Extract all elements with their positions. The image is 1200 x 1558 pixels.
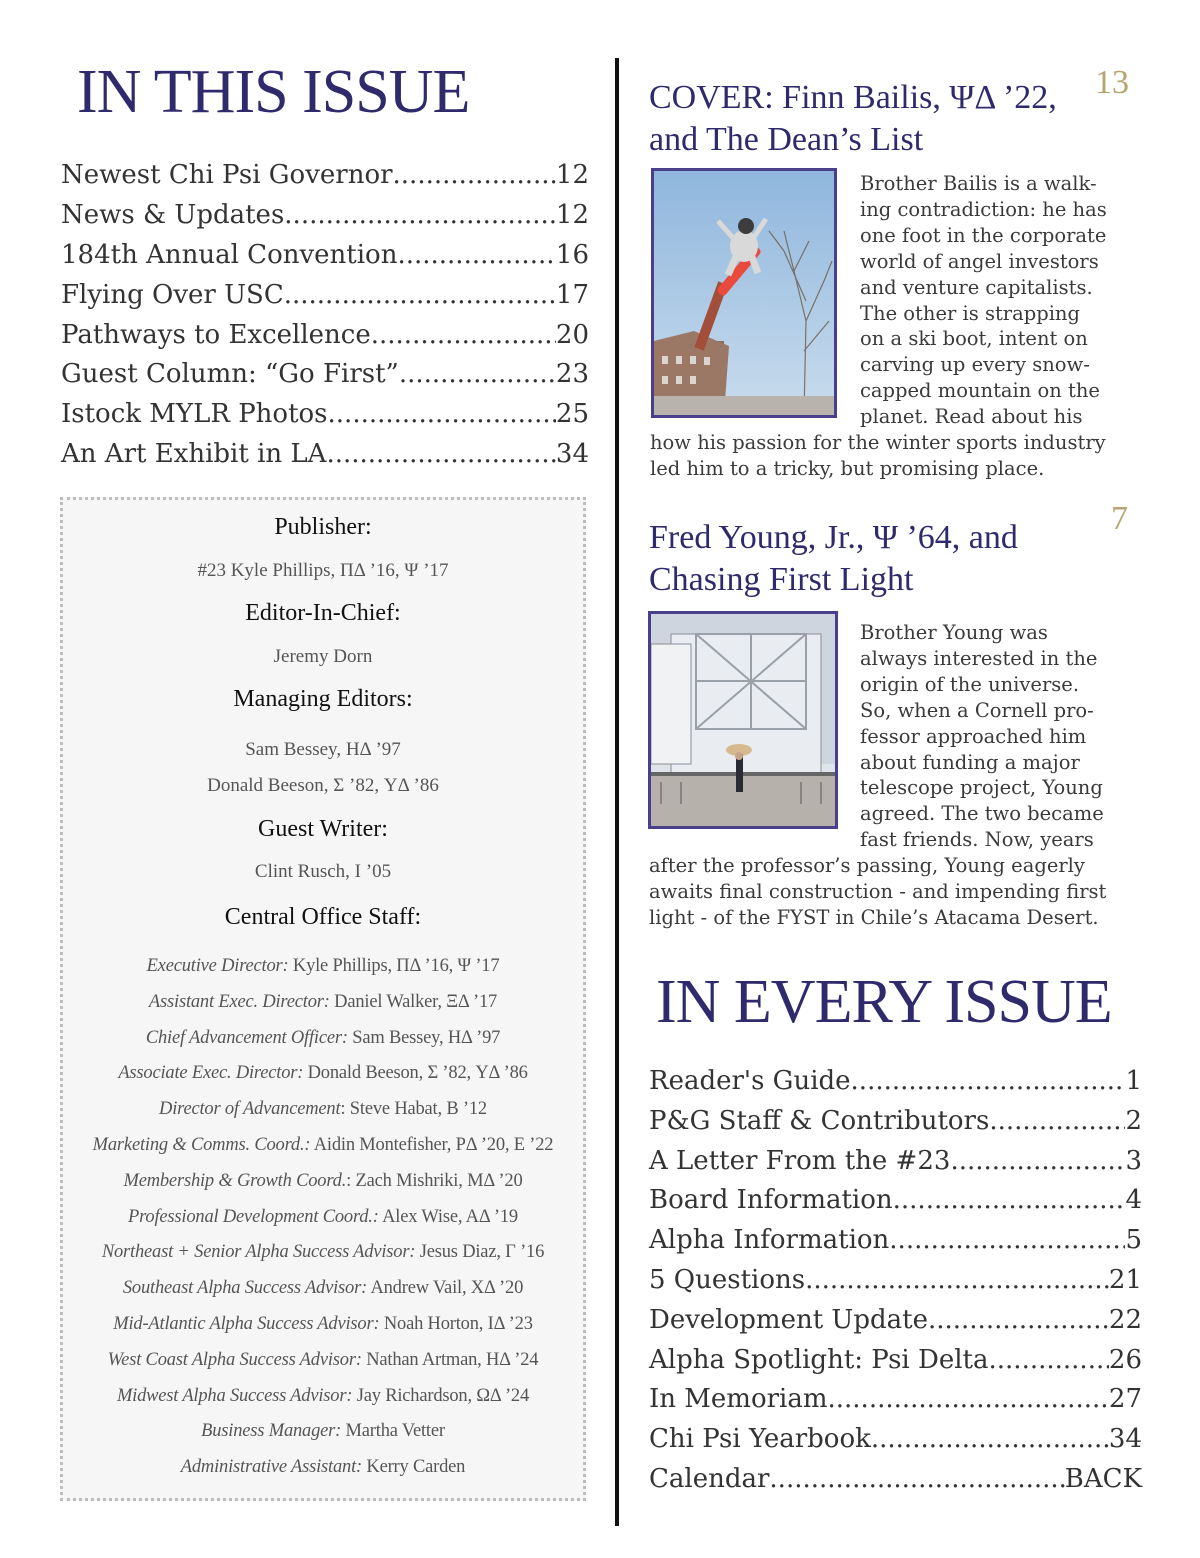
staff-title: Associate Exec. Director: [118, 1063, 304, 1084]
toc-left-item-page: 16 [555, 239, 589, 270]
staff-entry [63, 1028, 583, 1049]
toc-right-item-label: 5 Questions [649, 1264, 806, 1295]
staff-name: Sam Bessey, HΔ ’97 [347, 1027, 501, 1048]
leader-dots [893, 1181, 1126, 1221]
staff-name: Noah Horton, IΔ ’23 [379, 1314, 533, 1334]
toc-left-item-page: 12 [555, 160, 589, 190]
leader-dots [950, 1142, 1125, 1182]
toc-right-item-page: 3 [1125, 1145, 1142, 1176]
toc-right-item[interactable] [649, 1181, 1142, 1221]
toc-right-item-label: Alpha Spotlight: Psi Delta [649, 1344, 989, 1375]
leader-dots [928, 1301, 1109, 1341]
guest-writer-name: Clint Rusch, I ’05 [254, 861, 392, 882]
column-divider [615, 58, 619, 1526]
staff-name: Aidin Montefisher, PΔ ’20, E ’22 [310, 1135, 554, 1155]
toc-right-item-page: 22 [1108, 1304, 1142, 1335]
staff-entry [63, 1314, 583, 1335]
leader-dots [284, 196, 556, 236]
toc-right-item[interactable] [649, 1341, 1142, 1381]
staff-title: Administrative Assistant: [180, 1457, 362, 1478]
staff-entry [63, 1063, 583, 1084]
guest-writer-label: Guest Writer: [258, 816, 388, 842]
toc-left-item-page: 34 [555, 439, 589, 470]
telescope-article-title[interactable]: Fred Young, Jr., Ψ ’64, and Chasing First Light [649, 519, 1018, 598]
staff-title: Membership & Growth Coord. [123, 1170, 347, 1191]
in-every-issue-heading: IN EVERY ISSUE [656, 968, 1112, 1036]
staff-name: Donald Beeson, Σ ’82, YΔ ’86 [303, 1063, 528, 1084]
cover-article-body: Brother Bailis is a walk- ing contradiction: he has one foot in the corporate world of angel investors and venture capitalists. The other is strapping on a ski boot, intent on carving up every snow- capped mountain on the planet. Read about his [860, 172, 1107, 429]
editor-label: Editor-In-Chief: [245, 600, 401, 626]
staff-entry [63, 1099, 583, 1120]
toc-left-item-label: Newest Chi Psi Governor [61, 160, 393, 190]
telescope-photo [648, 611, 838, 829]
toc-left-item[interactable] [61, 236, 589, 276]
staff-title: Southeast Alpha Success Advisor: [122, 1278, 368, 1299]
toc-right-item-page: 5 [1125, 1225, 1142, 1256]
staff-name: Martha Vetter [341, 1421, 445, 1442]
toc-right-item-page: 34 [1108, 1424, 1142, 1455]
staff-title: Assistant Exec. Director: [148, 991, 330, 1012]
managing-editors-label: Managing Editors: [233, 686, 413, 712]
leader-dots [828, 1380, 1109, 1420]
staff-entry [63, 1457, 583, 1478]
toc-left-item-label: 184th Annual Convention [61, 239, 398, 270]
staff-entry [63, 1171, 583, 1192]
toc-right-item-page: BACK [1064, 1463, 1142, 1494]
toc-right-item-label: Chi Psi Yearbook [649, 1424, 871, 1455]
staff-title: Northeast + Senior Alpha Success Advisor: [101, 1242, 416, 1263]
toc-left-item-page: 20 [555, 319, 589, 350]
staff-name: Jay Richardson, ΩΔ ’24 [352, 1385, 530, 1406]
leader-dots [851, 1062, 1126, 1102]
toc-left-item-label: Pathways to Excellence [61, 319, 371, 350]
toc-right-item[interactable] [649, 1380, 1142, 1420]
toc-right-item-page: 2 [1125, 1105, 1142, 1136]
toc-right-item-label: Alpha Information [649, 1225, 890, 1256]
toc-left-item[interactable] [61, 395, 589, 435]
staff-entry [63, 1350, 583, 1371]
staff-title: Executive Director: [146, 956, 289, 976]
staff-name: : Zach Mishriki, MΔ ’20 [346, 1170, 523, 1191]
staff-title: Business Manager: [201, 1421, 342, 1442]
toc-left-item[interactable] [61, 276, 589, 316]
toc-left-item-page: 23 [555, 359, 589, 390]
managing-editor: Donald Beeson, Σ ’82, YΔ ’86 [207, 775, 439, 796]
toc-right-item-page: 1 [1125, 1066, 1142, 1096]
staff-name: Daniel Walker, ΞΔ ’17 [329, 991, 498, 1012]
toc-right-item[interactable] [649, 1460, 1142, 1500]
in-this-issue-toc [61, 156, 589, 475]
toc-right-item-page: 27 [1108, 1384, 1142, 1415]
staff-entry [63, 1207, 583, 1228]
staff-entry [63, 1278, 583, 1299]
leader-dots [326, 435, 555, 475]
toc-left-item[interactable] [61, 435, 589, 475]
skier-photo [651, 168, 837, 418]
toc-right-item-label: Development Update [649, 1304, 928, 1335]
toc-left-item-label: Flying Over USC [61, 279, 284, 310]
toc-right-item[interactable] [649, 1221, 1142, 1261]
toc-left-item-page: 17 [555, 279, 589, 310]
staff-title: Director of Advancement [159, 1099, 341, 1120]
staff-title: Mid-Atlantic Alpha Success Advisor: [113, 1314, 380, 1334]
cover-article-page: 13 [1095, 64, 1129, 101]
toc-right-item-page: 4 [1125, 1185, 1142, 1216]
toc-right-item-page: 21 [1108, 1264, 1142, 1295]
staff-title: Marketing & Comms. Coord.: [92, 1135, 311, 1155]
staff-entry [63, 1242, 583, 1263]
cover-article-body-cont: how his passion for the winter sports industry led him to a tricky, but promising place. [650, 431, 1106, 480]
toc-left-item[interactable] [61, 156, 589, 196]
staff-title: Midwest Alpha Success Advisor: [116, 1385, 353, 1406]
toc-right-item-label: P&G Staff & Contributors [649, 1105, 990, 1136]
managing-editor: Sam Bessey, HΔ ’97 [245, 739, 401, 760]
staff-entry [63, 1386, 583, 1407]
telescope-article-body: Brother Young was always interested in the origin of the universe. So, when a Cornell pro- fessor approached him about funding a major telescope project, Young agreed. The two became fast friends. Now, years [860, 621, 1104, 852]
toc-right-item[interactable] [649, 1261, 1142, 1301]
toc-left-item-page: 25 [555, 399, 589, 430]
leader-dots [399, 355, 556, 395]
toc-right-item[interactable] [649, 1142, 1142, 1182]
toc-right-item-label: Reader's Guide [649, 1066, 851, 1096]
toc-left-item-label: An Art Exhibit in LA [61, 439, 327, 470]
staff-name: Kerry Carden [361, 1457, 466, 1478]
staff-entry [63, 1421, 583, 1442]
leader-dots [328, 395, 556, 435]
staff-name: : Steve Habat, B ’12 [340, 1099, 487, 1120]
leader-dots [769, 1460, 1064, 1500]
in-every-issue-toc [649, 1062, 1142, 1500]
publisher-label: Publisher: [274, 514, 372, 540]
editor-name: Jeremy Dorn [273, 646, 373, 667]
staff-entry [63, 1135, 583, 1156]
leader-dots [989, 1341, 1109, 1381]
telescope-article-body-cont: after the professor’s passing, Young eagerly awaits final construction - and impending first light - of the FYST in Chile’s Atacama Desert. [649, 854, 1107, 929]
staff-entry [63, 992, 583, 1013]
toc-left-item-label: Istock MYLR Photos [61, 399, 328, 430]
staff-title: Chief Advancement Officer: [145, 1027, 348, 1048]
toc-right-item-label: In Memoriam [649, 1384, 828, 1415]
toc-right-item-page: 26 [1108, 1344, 1142, 1375]
staff-name: Kyle Phillips, ΠΔ ’16, Ψ ’17 [288, 956, 500, 976]
staff-name: Jesus Diaz, Γ ’16 [415, 1242, 545, 1263]
toc-right-item[interactable] [649, 1301, 1142, 1341]
leader-dots [805, 1261, 1109, 1301]
toc-left-item[interactable] [61, 316, 589, 356]
leader-dots [989, 1102, 1125, 1142]
masthead-box [60, 497, 586, 1501]
staff-name: Alex Wise, AΔ ’19 [378, 1206, 518, 1227]
in-this-issue-heading: IN THIS ISSUE [77, 58, 470, 126]
toc-right-item-label: A Letter From the #23 [649, 1145, 951, 1176]
staff-title: Professional Development Coord.: [128, 1206, 379, 1227]
toc-left-item-label: Guest Column: “Go First” [61, 359, 399, 390]
toc-right-item[interactable] [649, 1420, 1142, 1460]
telescope-article-page: 7 [1111, 500, 1128, 537]
staff-title: West Coast Alpha Success Advisor: [107, 1349, 362, 1370]
leader-dots [393, 156, 556, 196]
central-office-label: Central Office Staff: [224, 904, 422, 930]
toc-left-item[interactable] [61, 355, 589, 395]
toc-right-item-label: Board Information [649, 1185, 893, 1216]
toc-left-item-page: 12 [555, 199, 589, 230]
toc-right-item[interactable] [649, 1102, 1142, 1142]
publisher-name: #23 Kyle Phillips, ΠΔ ’16, Ψ ’17 [197, 560, 449, 581]
leader-dots [284, 276, 556, 316]
leader-dots [397, 236, 555, 276]
staff-name: Andrew Vail, XΔ ’20 [367, 1278, 524, 1299]
leader-dots [871, 1420, 1109, 1460]
leader-dots [371, 316, 556, 356]
staff-name: Nathan Artman, HΔ ’24 [361, 1349, 539, 1370]
leader-dots [889, 1221, 1125, 1261]
cover-article-title[interactable]: COVER: Finn Bailis, ΨΔ ’22, and The Dean’s List [649, 79, 1057, 158]
toc-left-item[interactable] [61, 196, 589, 236]
toc-right-item-label: Calendar [649, 1463, 770, 1494]
toc-left-item-label: News & Updates [61, 199, 285, 230]
staff-entry [63, 956, 583, 977]
toc-right-item[interactable] [649, 1062, 1142, 1102]
